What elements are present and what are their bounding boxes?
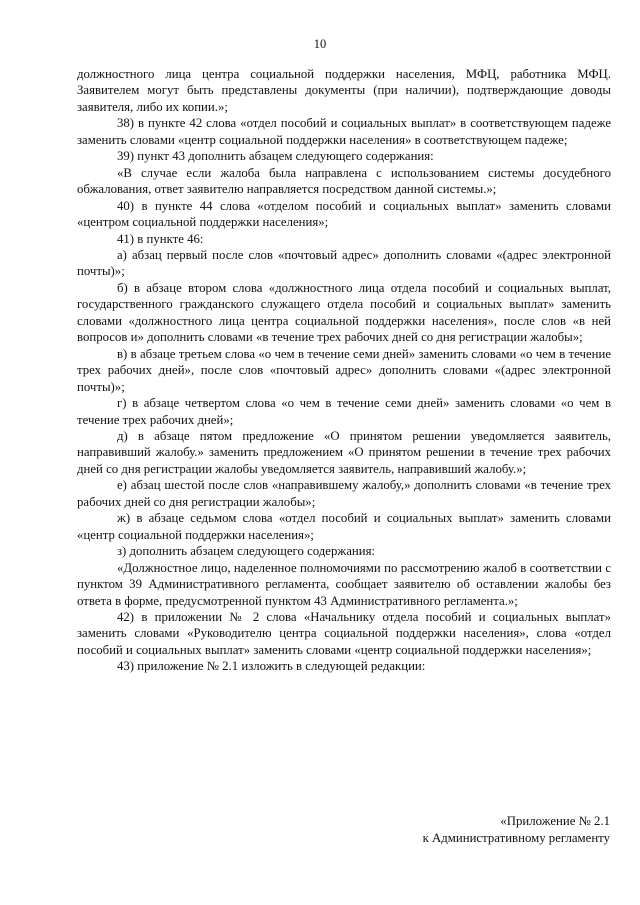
paragraph: з) дополнить абзацем следующего содержания: — [117, 544, 376, 559]
paragraph: е) абзац шестой после слов «направившему жалобу,» дополнить словами «в течение трех рабочих дней со дня регистрации жалобы»; — [77, 478, 611, 509]
appendix-title: «Приложение № 2.1 — [500, 814, 610, 828]
paragraph: д) в абзаце пятом предложение «О принятом решении уведомляется заявитель, направивший жалобу.» заменить предложением «О принятом решении в течение трех рабочих дней со дня регистрации жалобы уведомляется заявитель, направивший жалобу.»; — [77, 428, 611, 476]
paragraph: а) абзац первый после слов «почтовый адрес» дополнить словами «(адрес электронной почты)»; — [77, 247, 611, 279]
paragraph: «В случае если жалоба была направлена с использованием системы досудебного обжалования, ответ заявителю направляется посредством данной системы.»; — [77, 165, 611, 197]
page-number: 10 — [313, 37, 327, 51]
paragraph: 40) в пункте 44 слова «отделом пособий и социальных выплат» заменить словами «центром социальной поддержки населения»; — [77, 198, 611, 230]
paragraph: б) в абзаце втором слова «должностного лица отдела пособий и социальных выплат, государственного гражданского служащего отдела пособий и социальных выплат» заменить словами «должностного лица центра социальной поддержки населения», после слов «в ней вопросов и» дополнить словами «в течение трех рабочих дней со дня регистрации жалобы»; — [77, 280, 611, 345]
paragraph: ж) в абзаце седьмом слова «отдел пособий и социальных выплат» заменить словами «центр социальной поддержки населения»; — [77, 511, 611, 542]
paragraph: должностного лица центра социальной поддержки населения, МФЦ, работника МФЦ. Заявителем могут быть представлены документы (при наличии), подтверждающие доводы заявителя, либо их копии.»; — [77, 67, 611, 114]
appendix-subtitle: к Административному регламенту — [422, 831, 610, 845]
paragraph: 42) в приложении № 2 слова «Начальнику отдела пособий и социальных выплат» заменить словами «Руководителю центра социальной поддержки населения», слова «отдел пособий и социальных выплат» заменить словами «центр социальной поддержки населения»; — [77, 609, 611, 657]
paragraph: г) в абзаце четвертом слова «о чем в течение семи дней» заменить словами «о чем в течение трех рабочих дней»; — [77, 396, 611, 427]
paragraph: 38) в пункте 42 слова «отдел пособий и социальных выплат» в соответствующем падеже заменить словами «центр социальной поддержки населения» в соответствующем падеже; — [77, 116, 611, 147]
paragraph: 39) пункт 43 дополнить абзацем следующего содержания: — [117, 149, 434, 164]
document-body — [77, 66, 611, 675]
paragraph: 41) в пункте 46: — [117, 231, 204, 246]
paragraph: 43) приложение № 2.1 изложить в следующей редакции: — [117, 659, 426, 674]
paragraph: в) в абзаце третьем слова «о чем в течение семи дней» заменить словами «о чем в течение трех рабочих дней», после слов «почтовый адрес» дополнить словами «(адрес электронной почты)»; — [77, 346, 611, 394]
paragraph: «Должностное лицо, наделенное полномочиями по рассмотрению жалоб в соответствии с пунктом 39 Административного регламента, сообщает заявителю об оставлении жалобы без ответа в форме, предусмотренной пунктом 43 Административного регламента.»; — [77, 560, 611, 608]
